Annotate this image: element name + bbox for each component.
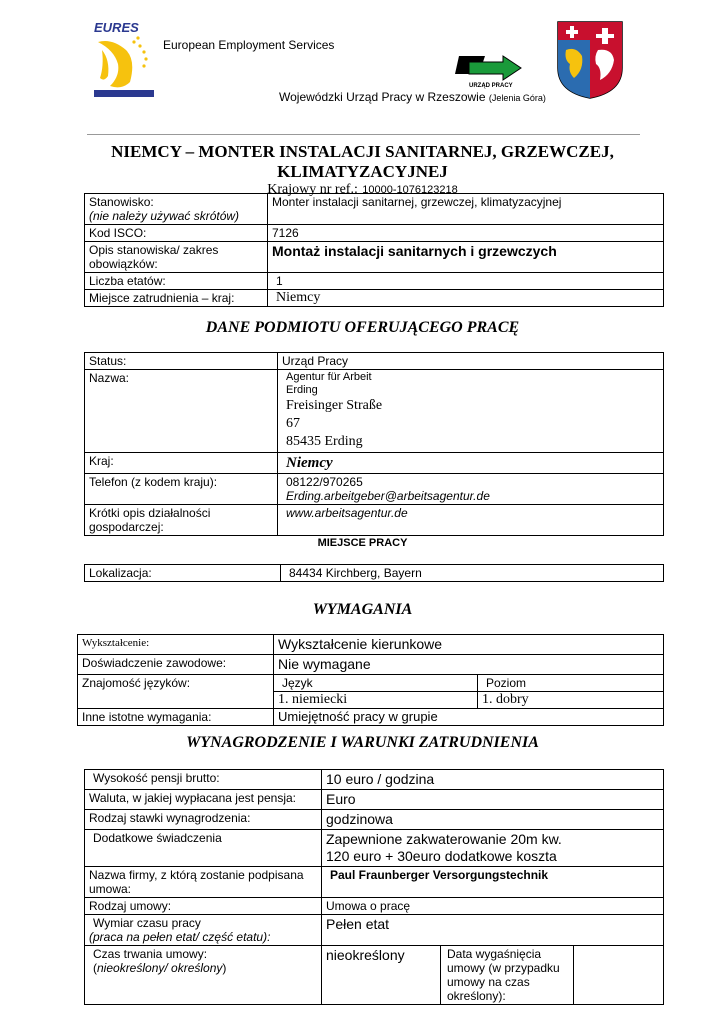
reference-label: Krajowy nr ref.: [267,182,358,197]
requirements-heading: WYMAGANIA [312,601,413,618]
page-title [0,142,725,182]
rate-value: godzinowa [322,810,664,830]
expiry-label-2: umowy (w przypadku [447,961,560,975]
benefits-value-cell [322,830,664,867]
table-row [85,810,664,830]
office-branch: (Jelenia Góra) [488,93,546,103]
table-row [85,946,664,1005]
duration-label: Czas trwania umowy: [93,947,208,961]
table-row [85,353,664,370]
workplace-heading: MIEJSCE PRACY [317,537,408,549]
position-note: (nie należy używać skrótów) [89,209,240,223]
page-title-line1: NIEMCY – MONTER INSTALACJI SANITARNEJ, GRZEWCZEJ, [111,142,614,161]
duties-label-1: Opis stanowiska/ zakres [89,243,219,257]
expiry-label-3: umowy na czas [447,975,530,989]
expiry-label-cell [441,946,574,1005]
table-row [85,830,664,867]
table-row [78,635,664,655]
page-title-line2: KLIMATYZACYJNEJ [277,162,448,181]
time-label-cell [85,915,322,946]
education-value: Wykształcenie kierunkowe [274,635,664,655]
phone-value: 08122/970265 [286,475,363,489]
gross-label: Wysokość pensji brutto: [85,770,322,790]
table-row [85,790,664,810]
count-label: Liczba etatów: [85,273,268,290]
table-row [85,770,664,790]
education-label: Wykształcenie: [78,635,274,655]
other-requirements-value: Umiejętność pracy w grupie [274,709,664,726]
position-label: Stanowisko: [89,195,154,209]
employer-table [84,352,664,536]
level-value: 1. dobry [478,692,664,709]
header-divider [87,134,640,135]
table-row [78,709,664,726]
isco-label: Kod ISCO: [85,225,268,242]
time-label: Wymiar czasu pracy [93,916,201,930]
eures-logo [92,20,158,100]
eures-service-name: European Employment Services [163,38,335,52]
table-row [85,194,664,225]
salary-heading: WYNAGRODZENIE I WARUNKI ZATRUDNIENIA [186,734,539,751]
email-link[interactable]: Erding.arbeitgeber@arbeitsagentur.de [286,489,490,503]
name-label: Nazwa: [85,370,278,453]
country-value: Niemcy [278,453,664,474]
position-value: Monter instalacji sanitarnej, grzewczej, klimatyzacyjnej [268,194,664,225]
experience-value: Nie wymagane [274,655,664,675]
contract-label: Rodzaj umowy: [85,898,322,915]
duration-value: nieokreślony [322,946,441,1005]
duration-note-text: nieokreślony/ określony [97,961,223,975]
currency-value: Euro [322,790,664,810]
place-label: Miejsce zatrudnienia – kraj: [85,290,268,307]
company-label-1: Nazwa firmy, z którą zostanie podpisana [89,868,304,882]
website-link[interactable]: www.arbeitsagentur.de [278,505,664,536]
salary-table [84,769,664,1005]
expiry-value [574,946,664,1005]
duration-label-cell [85,946,322,1005]
status-label: Status: [85,353,278,370]
contract-value: Umowa o pracę [322,898,664,915]
company-value: Paul Fraunberger Versorgungstechnik [322,867,664,898]
place-value: Niemcy [268,290,664,307]
region-crest [556,20,624,100]
office-logo-text: URZĄD PRACY [469,83,513,89]
table-row [85,453,664,474]
street: Freisinger Straße [286,398,383,413]
desc-label-cell [85,505,278,536]
table-row [85,565,664,582]
name-line2: Erding [286,384,318,396]
location-label: Lokalizacja: [85,565,281,582]
employer-heading: DANE PODMIOTU OFERUJĄCEGO PRACĘ [205,319,520,336]
table-row [85,915,664,946]
company-label-cell [85,867,322,898]
expiry-label-1: Data wygaśnięcia [447,947,542,961]
phone-label: Telefon (z kodem kraju): [85,474,278,505]
city: 85435 Erding [286,434,363,449]
desc-label-2: gospodarczej: [89,520,164,534]
table-row [85,867,664,898]
job-table [84,193,664,307]
office-name [279,90,546,104]
status-value: Urząd Pracy [278,353,664,370]
table-row [85,242,664,273]
duration-note [93,961,317,975]
name-line1: Agentur für Arbeit [286,371,372,383]
gross-value: 10 euro / godzina [322,770,664,790]
table-row [85,290,664,307]
benefits-line1: Zapewnione zakwaterowanie 20m kw. [326,831,562,847]
position-label-cell [85,194,268,225]
table-row [85,370,664,453]
level-col-header: Poziom [478,675,664,692]
expiry-label-4: określony): [447,989,506,1003]
time-value: Pełen etat [322,915,664,946]
office-logo [455,52,523,90]
table-row [85,898,664,915]
table-row [85,505,664,536]
benefits-label: Dodatkowe świadczenia [85,830,322,867]
experience-label: Doświadczenie zawodowe: [78,655,274,675]
country-label: Kraj: [85,453,278,474]
street-number: 67 [286,416,300,431]
desc-label-1: Krótki opis działalności [89,506,211,520]
table-row [85,273,664,290]
duration-note-open: ( [93,961,97,975]
company-label-2: umowa: [89,882,132,896]
rate-label: Rodzaj stawki wynagrodzenia: [85,810,322,830]
table-row [78,655,664,675]
benefits-line2: 120 euro + 30euro dodatkowe koszta [326,848,557,864]
duties-label-cell [85,242,268,273]
table-row [78,675,664,692]
isco-value: 7126 [268,225,664,242]
time-note: (praca na pełen etat/ część etatu): [89,930,271,944]
language-value: 1. niemiecki [274,692,478,709]
duration-note-close: ) [222,961,227,975]
count-value: 1 [268,273,664,290]
other-requirements-label: Inne istotne wymagania: [78,709,274,726]
requirements-table [77,634,664,726]
duties-label-2: obowiązków: [89,257,158,271]
currency-label: Waluta, w jakiej wypłacana jest pensja: [85,790,322,810]
phone-value-cell [278,474,664,505]
office-name-text: Wojewódzki Urząd Pracy w Rzeszowie [279,90,486,104]
reference-value: 10000-1076123218 [362,184,458,196]
location-value: 84434 Kirchberg, Bayern [281,565,664,582]
eures-logo-text: EURES [94,20,139,35]
language-col-header: Język [274,675,478,692]
duties-value: Montaż instalacji sanitarnych i grzewczych [268,242,664,273]
workplace-table [84,564,664,582]
table-row [85,474,664,505]
languages-label: Znajomość języków: [78,675,274,709]
table-row [85,225,664,242]
name-value-cell [278,370,664,453]
